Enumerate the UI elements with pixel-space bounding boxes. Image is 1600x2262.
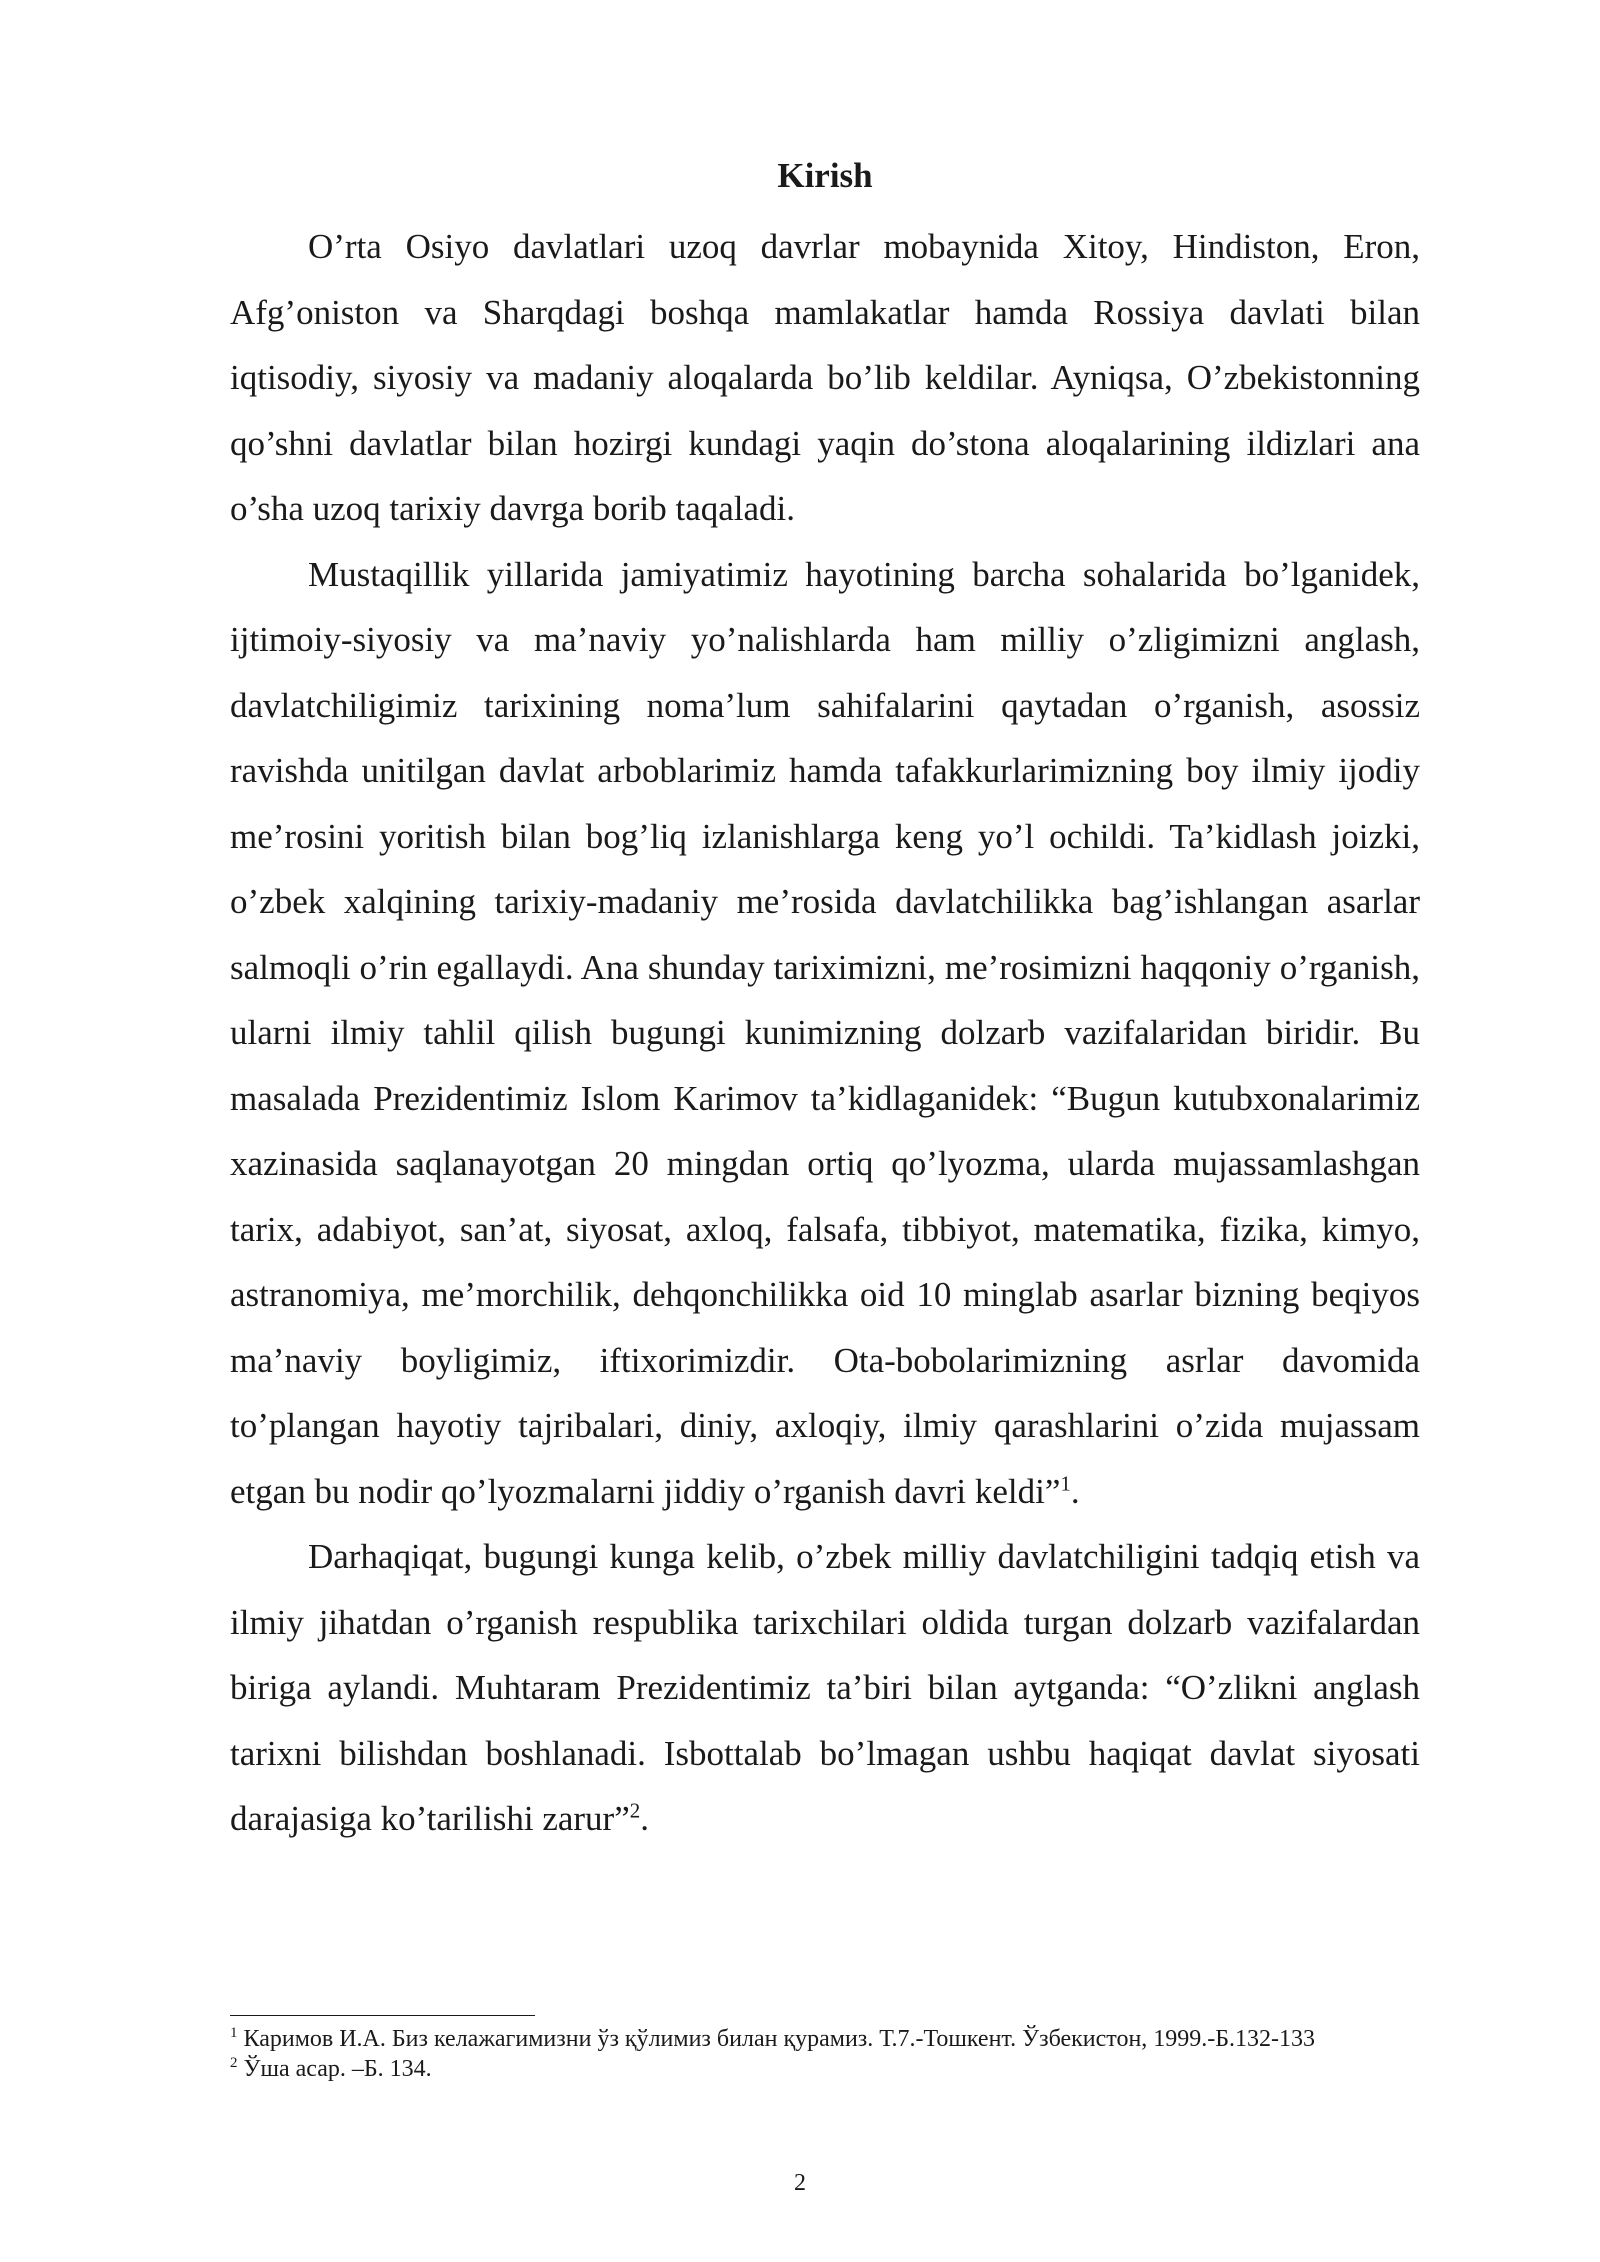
footnote-2-mark: 2	[230, 2055, 238, 2071]
paragraph-2	[230, 542, 1420, 1525]
footnote-1	[230, 2024, 1420, 2054]
paragraph-3-tail: .	[640, 1799, 649, 1838]
footnotes-section	[230, 2015, 1420, 2084]
footnote-1-mark: 1	[230, 2025, 238, 2041]
page-number: 2	[794, 2170, 806, 2196]
paragraph-2-tail: .	[1070, 1471, 1080, 1511]
paragraph-3-text: Darhaqiqat, bugungi kunga kelib, o’zbek milliy davlatchiligini tadqiq etish va ilmiy jihatdan o’rganish respublika tarixchilari oldida turgan dolzarb vazifalardan biriga aylandi. Muhtaram Prezidentimiz ta’biri bilan aytganda: “O’zlikni anglash tarixni bilishdan boshlanadi. Isbottalab bo’lmagan ushbu haqiqat davlat siyosati darajasiga ko’tarilishi zarur”	[230, 1537, 1420, 1838]
footnote-ref-1[interactable]: 1	[1060, 1470, 1071, 1495]
footnote-2-text: Ўша асар. –Б. 134.	[237, 2056, 432, 2082]
document-title: Kirish	[777, 156, 873, 195]
paragraph-1	[230, 214, 1420, 542]
footnote-ref-2[interactable]: 2	[629, 1798, 641, 1823]
document-page	[230, 150, 1420, 1852]
paragraph-1-text: O’rta Osiyo davlatlari uzoq davrlar mobaynida Xitoy, Hindiston, Eron, Afg’oniston va Sharqdagi boshqa mamlakatlar hamda Rossiya davlati bilan iqtisodiy, siyosiy va madaniy aloqalarda bo’lib keldilar. Ayniqsa, O’zbekistonning qo’shni davlatlar bilan hozirgi kundagi yaqin do’stona aloqalarining ildizlari ana o’sha uzoq tarixiy davrga borib taqaladi.	[230, 227, 1420, 528]
paragraph-2-text: Mustaqillik yillarida jamiyatimiz hayotining barcha sohalarida bo’lganidek, ijtimoiy-siyosiy va ma’naviy yo’nalishlarda ham milliy o’zligimizni anglash, davlatchiligimiz tarixining noma’lum sahifalarini qaytadan o’rganish, asossiz ravishda unitilgan davlat arboblarimiz hamda tafakkurlarimizning boy ilmiy ijodiy me’rosini yoritish bilan bog’liq izlanishlarga keng yo’l ochildi. Ta’kidlash joizki, o’zbek xalqining tarixiy-madaniy me’rosida davlatchilikka bag’ishlangan asarlar salmoqli o’rin egallaydi. Ana shunday tariximizni, me’rosimizni haqqoniy o’rganish, ularni ilmiy tahlil qilish bugungi kunimizning dolzarb vazifalaridan biridir. Bu masalada Prezidentimiz Islom Karimov ta’kidlaganidek: “Bugun kutubxonalarimiz xazinasida saqlanayotgan 20 mingdan ortiq qo’lyozma, ularda mujassamlashgan tarix, adabiyot, san’at, siyosat, axloq, falsafa, tibbiyot, matematika, fizika, kimyo, astranomiya, me’morchilik, dehqonchilikka oid 10 minglab asarlar bizning beqiyos ma’naviy boyligimiz, iftixorimizdir. Ota-bobolarimizning asrlar davomida to’plangan hayotiy tajribalari, diniy, axloqiy, ilmiy qarashlarini o’zida mujassam etgan bu nodir qo’lyozmalarni jiddiy o’rganish davri keldi”	[230, 554, 1420, 1511]
footnote-1-text: Каримов И.А. Биз келажагимизни ўз қўлимиз билан қурамиз. Т.7.-Тошкент. Ўзбекистон, 1999.-Б.132-133	[237, 2026, 1316, 2052]
footnote-2	[230, 2054, 1420, 2084]
paragraph-3	[230, 1524, 1420, 1852]
footnote-divider	[230, 2015, 535, 2016]
